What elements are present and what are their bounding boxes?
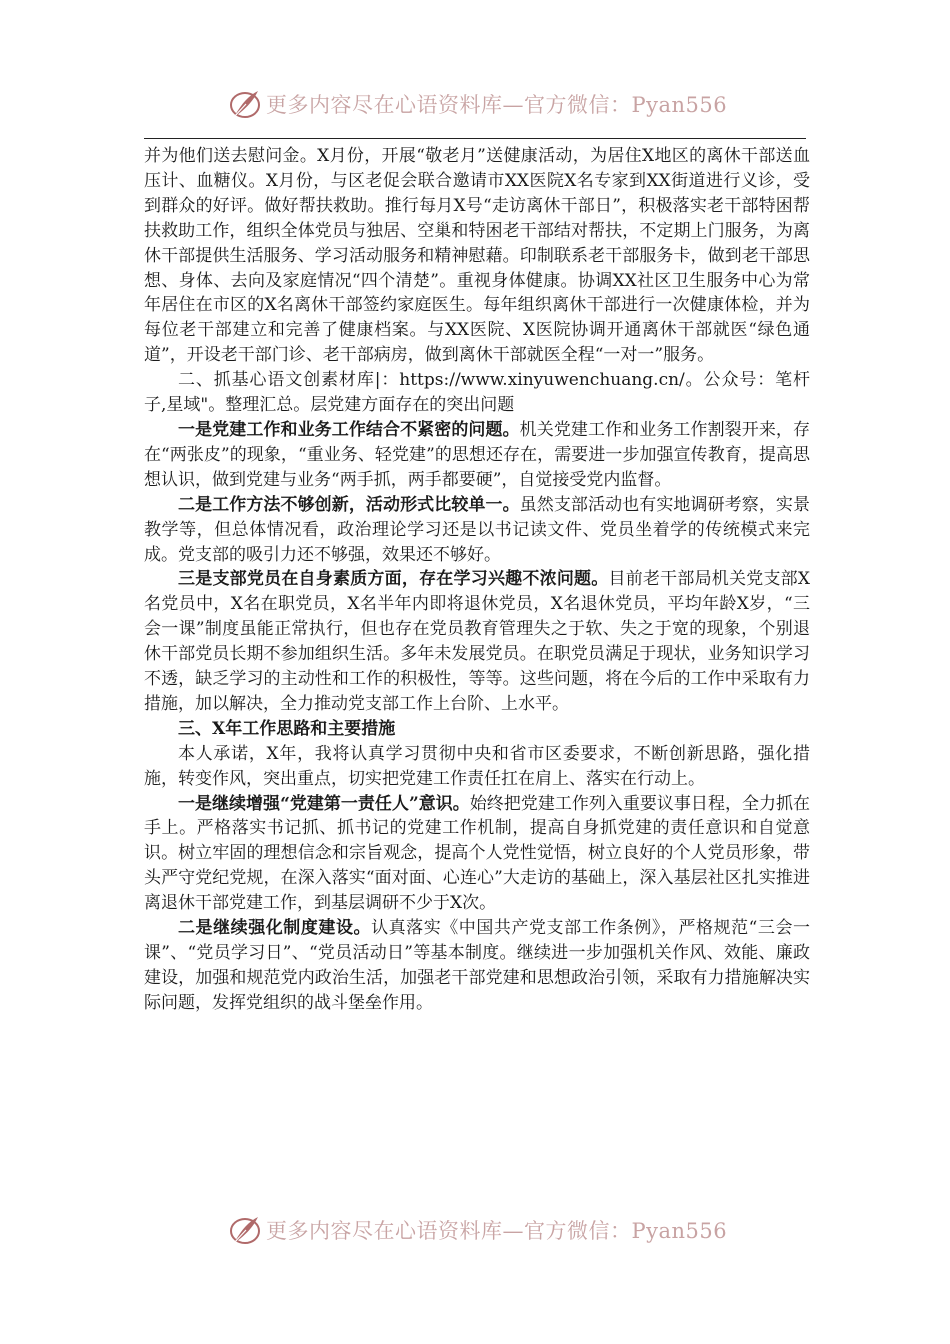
footer-banner: [228, 1210, 728, 1250]
paragraph: [144, 916, 810, 1016]
paragraph: [144, 368, 810, 418]
paragraph-text: 虽然支部活动也有实地调研考察，实景教学等，但总体情况看，政治理论学习还是以书记读文件、党员坐着学的传统模式来完成。党支部的吸引力还不够强，效果还不够好。: [144, 494, 811, 565]
paragraph: [144, 742, 810, 792]
paragraph-heading: 二是工作方法不够创新，活动形式比较单一。: [178, 494, 520, 515]
paragraph-heading: 一是党建工作和业务工作结合不紧密的问题。: [178, 419, 520, 440]
paragraph: [144, 567, 810, 716]
header-banner-text: 更多内容尽在心语资料库—官方微信：Pyan556: [266, 93, 728, 117]
header-banner: [228, 84, 728, 124]
paragraph-text: 始终把党建工作列入重要议事日程，全力抓在手上。严格落实书记抓、抓书记的党建工作机制，提高自身抓党建的责任意识和自觉意识。树立牢固的理想信念和宗旨观念，提高个人党性觉悟，树立良好的个人党员形象，带头严守党纪党规，在深入落实“面对面、心连心”大走访的基础上，深入基层社区扎实推进离退休干部党建工作，到基层调研不少于X次。: [144, 793, 811, 914]
feather-pen-logo-icon: [228, 87, 262, 121]
paragraph: [144, 144, 810, 368]
paragraph-heading: 三、X年工作思路和主要措施: [178, 718, 396, 739]
paragraph-text: 认真落实《中国共产党支部工作条例》，严格规范“三会一课”、“党员学习日”、“党员活动日”等基本制度。继续进一步加强机关作风、效能、廉政建设，加强和规范党内政治生活，加强老干部党建和思想政治引领，采取有力措施解决实际问题，发挥党组织的战斗堡垒作用。: [144, 918, 811, 1013]
footer-banner-text: 更多内容尽在心语资料库—官方微信：Pyan556: [266, 1219, 728, 1243]
paragraph: [144, 717, 810, 742]
paragraph: [144, 418, 810, 493]
paragraph-text: 并为他们送去慰问金。X月份，开展“敬老月”送健康活动，为居住X地区的离休干部送血压计、血糖仪。X月份，与区老促会联合邀请市XX医院X名专家到XX街道进行义诊，受到群众的好评。做好帮扶救助。推行每月X号“走访离休干部日”，积极落实老干部特困帮扶救助工作，组织全体党员与独居、空巢和特困老干部结对帮扶，不定期上门服务，为离休干部提供生活服务、学习活动服务和精神慰藉。印制联系老干部服务卡，做到老干部思想、身体、去向及家庭情况“四个清楚”。重视身体健康。协调XX社区卫生服务中心为常年居住在市区的X名离休干部签约家庭医生。每年组织离休干部进行一次健康体检，并为每位老干部建立和完善了健康档案。与XX医院、X医院协调开通离休干部就医“绿色通道”，开设老干部门诊、老干部病房，做到离休干部就医全程“一对一”服务。: [144, 146, 810, 366]
paragraph-text: 二、抓基心语文创素材库|：https://www.xinyuwenchuang.cn/。公众号：笔杆子,星域"。整理汇总。层党建方面存在的突出问题: [144, 370, 810, 416]
header-divider: [144, 138, 806, 139]
paragraph-text: 本人承诺，X年，我将认真学习贯彻中央和省市区委要求，不断创新思路，强化措施，转变作风，突出重点，切实把党建工作责任扛在肩上、落实在行动上。: [144, 743, 810, 789]
paragraph-text: 机关党建工作和业务工作割裂开来，存在“两张皮”的现象，“重业务、轻党建”的思想还存在，需要进一步加强宣传教育，提高思想认识，做到党建与业务“两手抓，两手都要硬”，自觉接受党内监督。: [144, 419, 811, 490]
paragraph: [144, 493, 810, 568]
paragraph-heading: 一是继续增强“党建第一责任人”意识。: [178, 793, 470, 814]
document-body: [144, 144, 810, 1016]
paragraph: [144, 792, 810, 917]
paragraph-heading: 三是支部党员在自身素质方面，存在学习兴趣不浓问题。: [178, 569, 609, 590]
paragraph-text: 目前老干部局机关党支部X名党员中，X名在职党员，X名半年内即将退休党员，X名退休党员，平均年龄X岁，“三会一课”制度虽能正常执行，但也存在党员教育管理失之于软、失之于宽的现象，个别退休干部党员长期不参加组织生活。多年未发展党员。在职党员满足于现状，业务知识学习不透，缺乏学习的主动性和工作的积极性，等等。这些问题，将在今后的工作中采取有力措施，加以解决，全力推动党支部工作上台阶、上水平。: [144, 569, 810, 714]
paragraph-heading: 二是继续强化制度建设。: [178, 918, 372, 939]
feather-pen-logo-icon: [228, 1213, 262, 1247]
